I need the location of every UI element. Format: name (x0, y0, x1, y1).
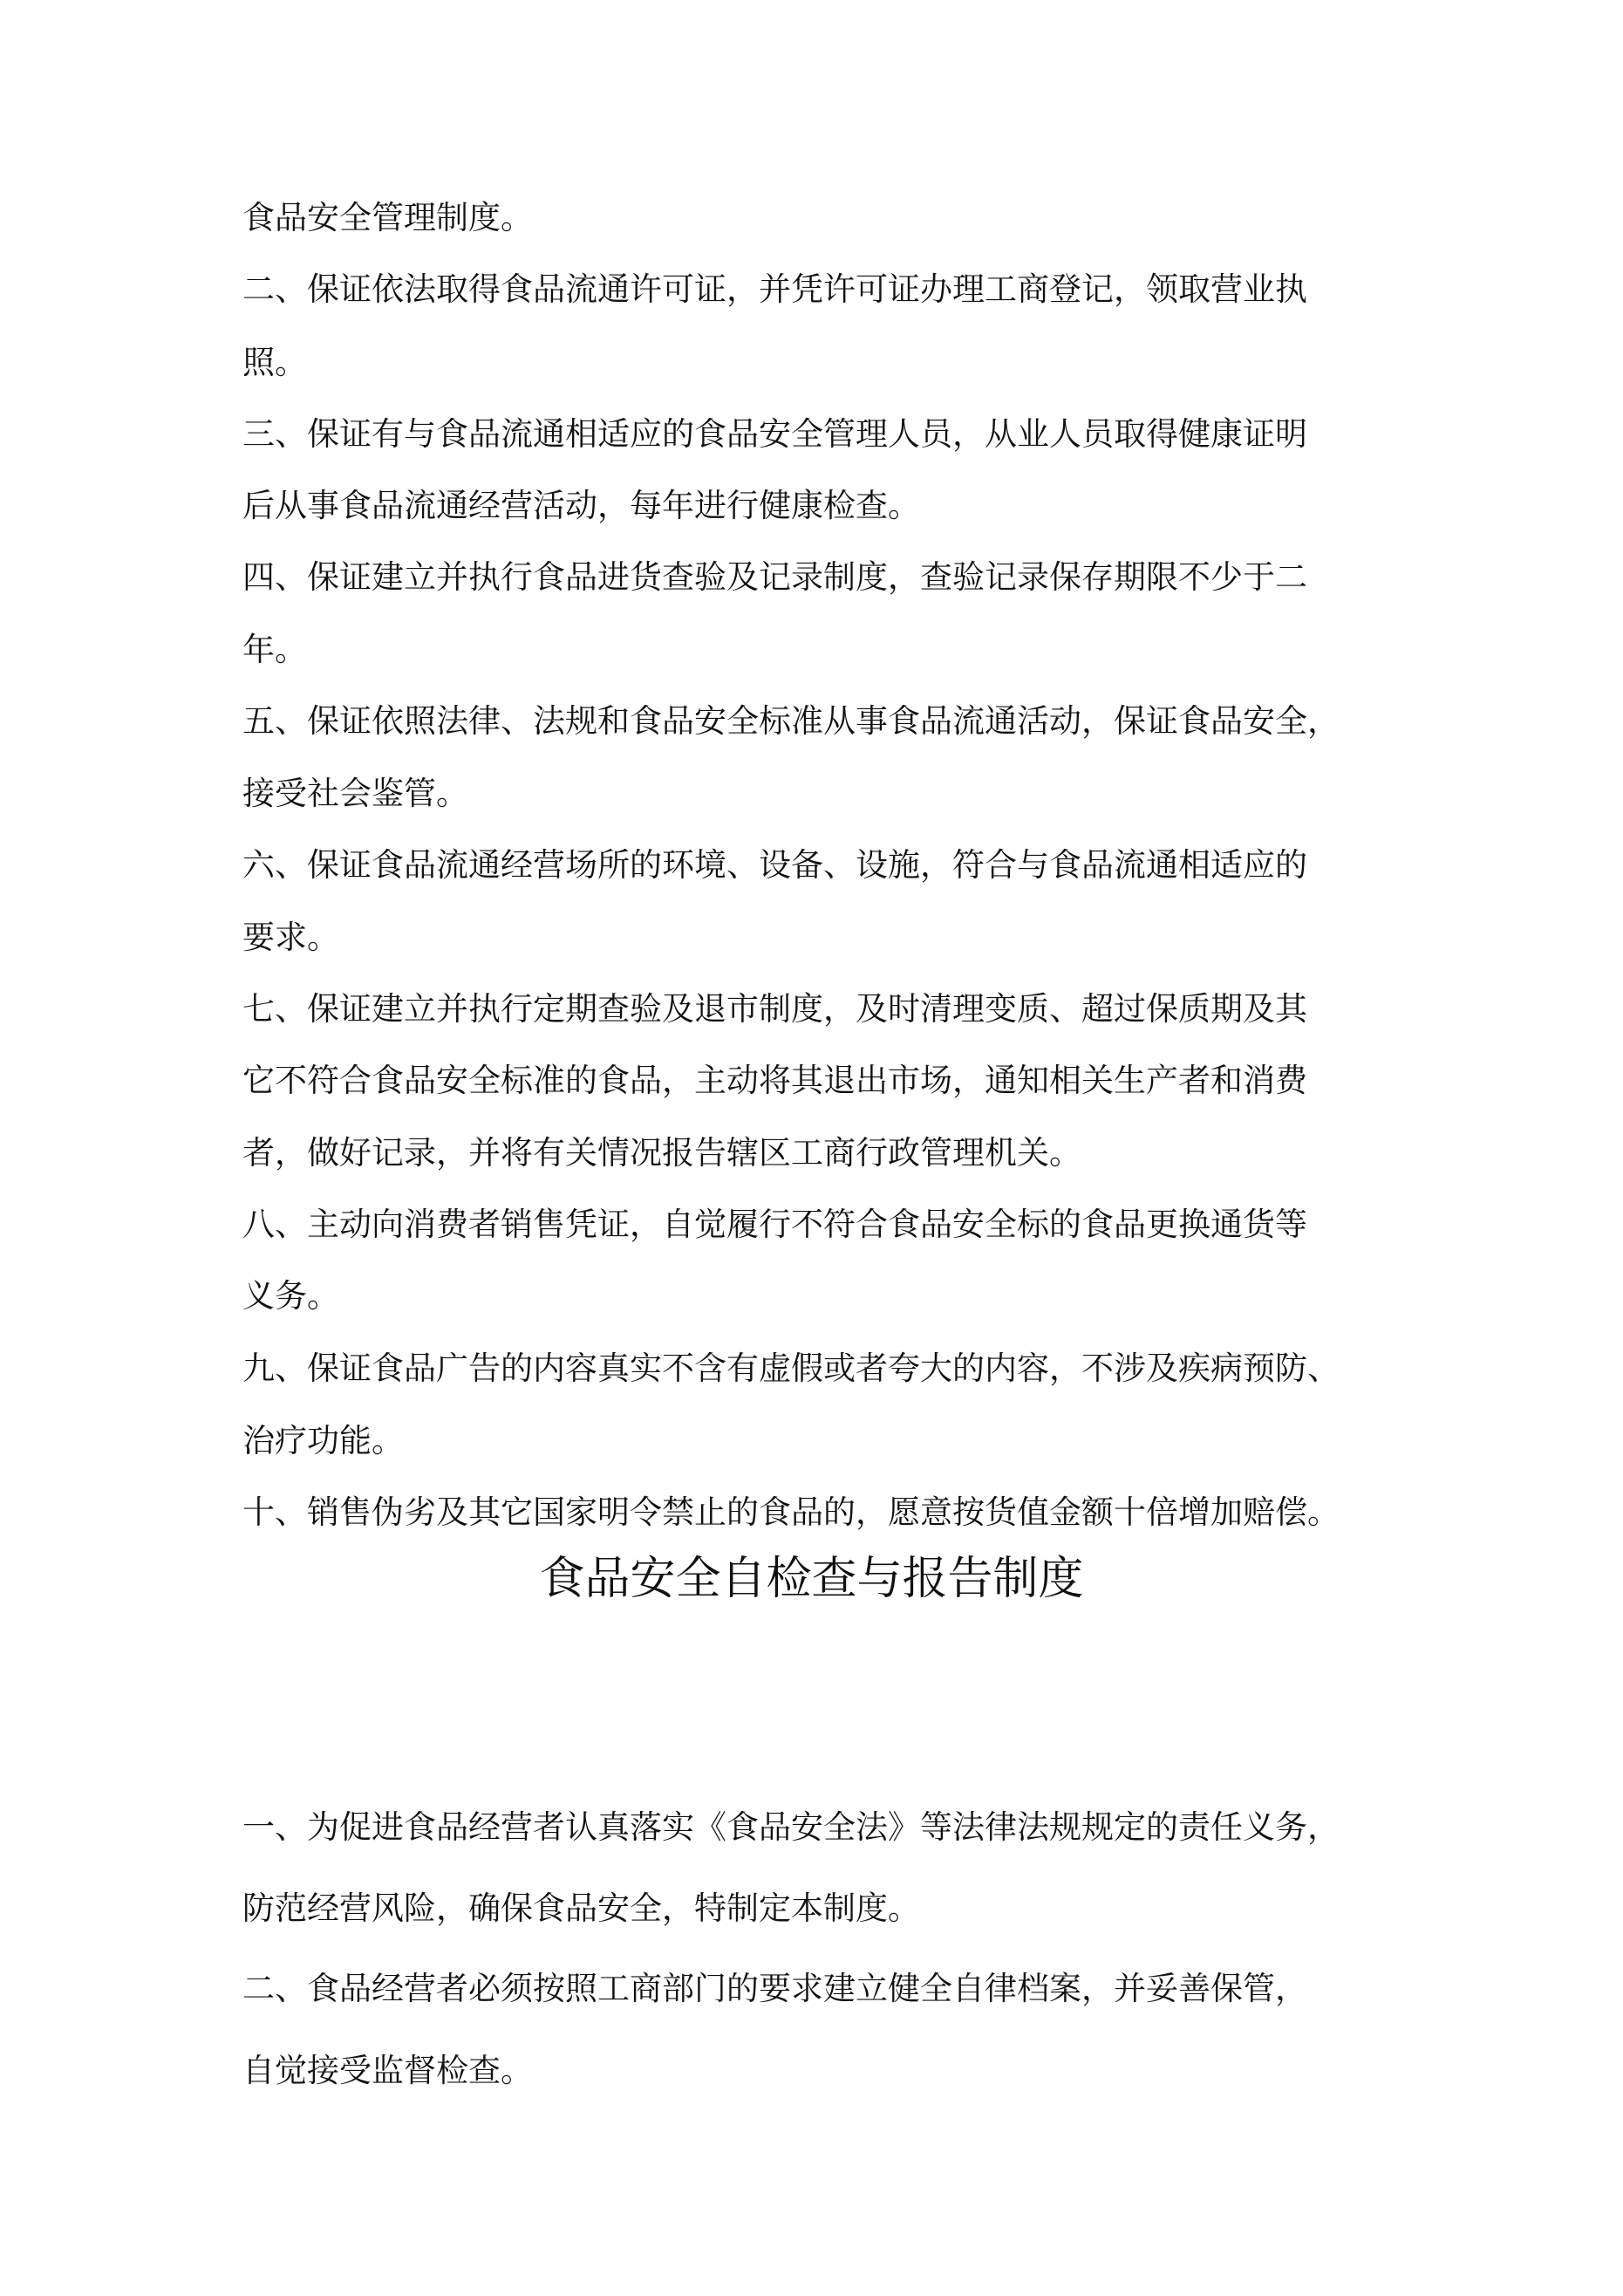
section-title: 食品安全自检查与报告制度 (539, 1553, 1084, 1605)
paragraph-line: 年。 (242, 631, 307, 668)
paragraph-line: 一、为促进食品经营者认真落实《食品安全法》等法律法规规定的责任义务， (242, 1808, 1340, 1846)
paragraph-line: 九、保证食品广告的内容真实不含有虚假或者夸大的内容，不涉及疾病预防、 (242, 1350, 1340, 1387)
paragraph-line: 二、食品经营者必须按照工商部门的要求建立健全自律档案，并妥善保管， (242, 1970, 1307, 2007)
paragraph-line: 义务。 (242, 1277, 339, 1315)
paragraph-line: 自觉接受监督检查。 (242, 2052, 533, 2089)
paragraph-line: 四、保证建立并执行食品进货查验及记录制度，查验记录保存期限不少于二 (242, 558, 1307, 596)
paragraph-line: 食品安全管理制度。 (242, 199, 533, 236)
paragraph-line: 三、保证有与食品流通相适应的食品安全管理人员，从业人员取得健康证明 (242, 415, 1307, 453)
paragraph-line: 它不符合食品安全标准的食品，主动将其退出市场，通知相关生产者和消费 (242, 1062, 1307, 1099)
paragraph-line: 治疗功能。 (242, 1422, 404, 1459)
paragraph-line: 者，做好记录，并将有关情况报告辖区工商行政管理机关。 (242, 1134, 1081, 1172)
paragraph-line: 十、销售伪劣及其它国家明令禁止的食品的，愿意按货值金额十倍增加赔偿。 (242, 1493, 1340, 1531)
paragraph-line: 照。 (242, 344, 307, 381)
paragraph-line: 要求。 (242, 919, 339, 956)
paragraph-line: 六、保证食品流通经营场所的环境、设备、设施，符合与食品流通相适应的 (242, 846, 1307, 884)
paragraph-line: 二、保证依法取得食品流通许可证，并凭许可证办理工商登记，领取营业执 (242, 270, 1307, 308)
paragraph-line: 五、保证依照法律、法规和食品安全标准从事食品流通活动，保证食品安全， (242, 702, 1340, 740)
paragraph-line: 七、保证建立并执行定期查验及退市制度，及时清理变质、超过保质期及其 (242, 990, 1307, 1028)
paragraph-line: 接受社会鉴管。 (242, 775, 468, 812)
paragraph-line: 八、主动向消费者销售凭证，自觉履行不符合食品安全标的食品更换通货等 (242, 1206, 1307, 1243)
paragraph-line: 后从事食品流通经营活动，每年进行健康检查。 (242, 487, 920, 524)
paragraph-line: 防范经营风险，确保食品安全，特制定本制度。 (242, 1889, 920, 1927)
